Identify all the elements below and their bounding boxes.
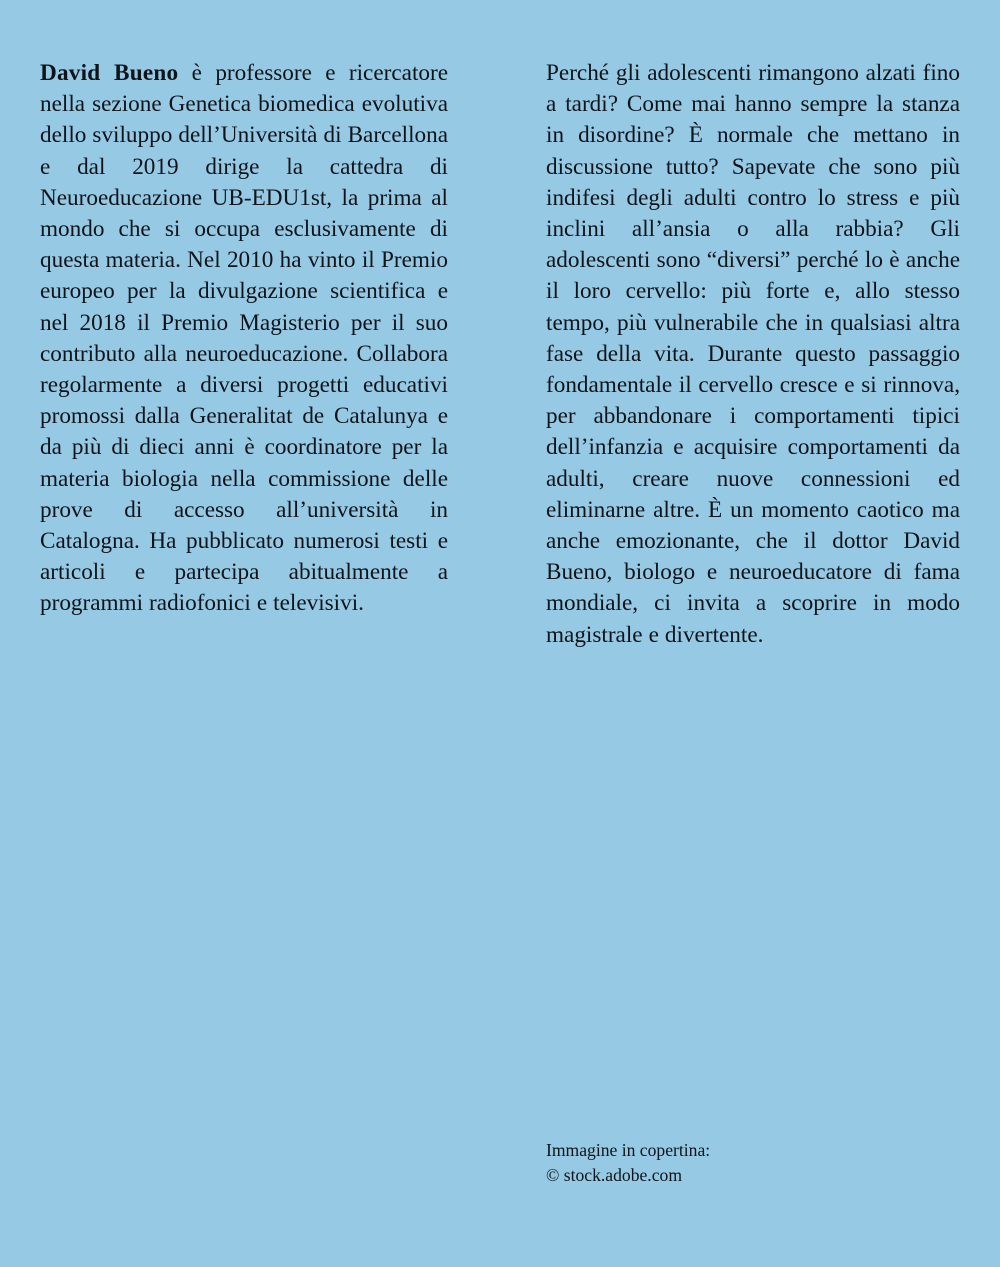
cover-image-credits bbox=[546, 1138, 966, 1188]
author-bio-body: è professore e ricercatore nella sezione Genetica biomedica evolutiva dello sviluppo dell’Università di Barcellona e dal 2019 dirige la cattedra di Neuroeducazione UB-EDU1st, la prima al mondo che si occupa esclusivamente di questa materia. Nel 2010 ha vinto il Premio europeo per la divulgazione scientifica e nel 2018 il Premio Magisterio per il suo contributo alla neuroeducazione. Collabora regolarmente a diversi progetti educativi promossi dalla Generalitat de Catalunya e da più di dieci anni è coordinatore per la materia biologia nella commissione delle prove di accesso all’università in Catalogna. Ha pubblicato numerosi testi e articoli e partecipa abitualmente a programmi radiofonici e televisivi. bbox=[40, 60, 448, 617]
author-bio-column bbox=[0, 0, 500, 620]
author-name: David Bueno bbox=[40, 60, 179, 86]
book-blurb-paragraph: Perché gli adolescenti rimangono alzati fino a tardi? Come mai hanno sempre la stanza in disordine? È normale che mettano in discussione tutto? Sapevate che sono più indifesi degli adulti contro lo stress e più inclini all’ansia o alla rabbia? Gli adolescenti sono “diversi” perché lo è anche il loro cervello: più forte e, allo stesso tempo, più vulnerabile che in qualsiasi altra fase della vita. Durante questo passaggio fondamentale il cervello cresce e si rinnova, per abbandonare i comportamenti tipici dell’infanzia e acquisire comportamenti da adulti, creare nuove connessioni ed eliminarne altre. È un momento caotico ma anche emozionante, che il dottor David Bueno, biologo e neuroeducatore di fama mondiale, ci invita a scoprire in modo magistrale e divertente. bbox=[546, 60, 960, 648]
author-bio-paragraph bbox=[40, 58, 448, 620]
book-blurb-column bbox=[500, 0, 1000, 651]
credits-line-1: Immagine in copertina: bbox=[546, 1140, 711, 1160]
credits-line-2: © stock.adobe.com bbox=[546, 1164, 682, 1185]
